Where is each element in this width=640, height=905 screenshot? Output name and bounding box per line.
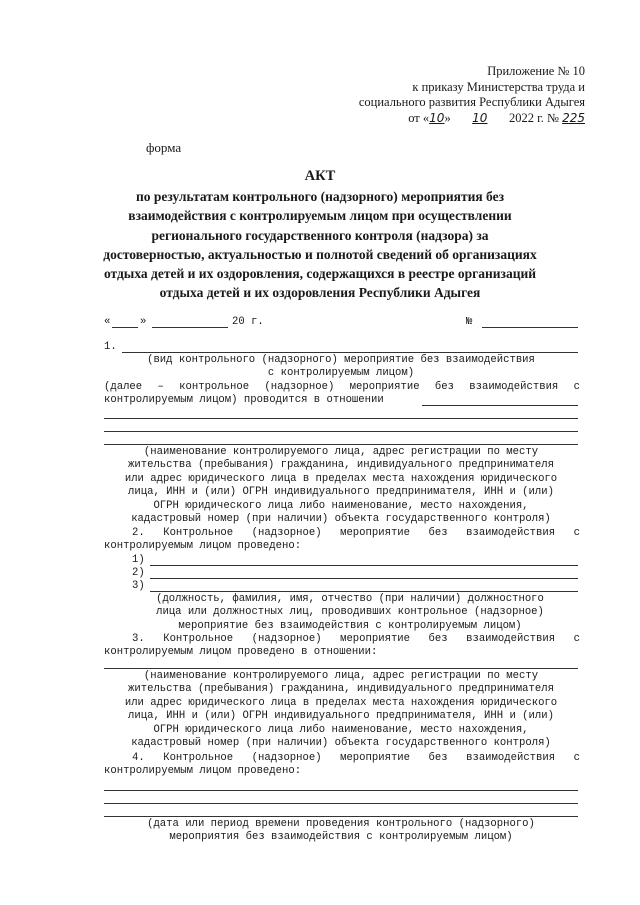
date-period-blank[interactable] — [104, 816, 578, 817]
caption-line: мероприятия без взаимодействия с контролируемым лицом) — [169, 831, 513, 844]
word: Контрольное — [163, 527, 234, 539]
word: с — [573, 633, 580, 645]
inspector-3-label: 3) — [132, 580, 145, 592]
ministry-name: социального развития Республики Адыгея — [358, 95, 585, 109]
document-title — [88, 167, 552, 302]
title-line: по результатам контрольного (надзорного) мероприятия без — [135, 189, 505, 205]
word: 3. — [132, 633, 145, 645]
subject-blank[interactable] — [104, 668, 578, 669]
word: взаимодействия — [466, 633, 556, 645]
date-prefix: от « — [408, 110, 430, 125]
close-quote: » — [140, 316, 147, 328]
word: мероприятие — [349, 381, 420, 393]
item4-text — [104, 752, 580, 765]
inspector-2-label: 2) — [132, 567, 145, 579]
caption-line: лица или должностных лиц, проводивших контрольное (надзорное) — [156, 606, 544, 619]
word: с — [573, 752, 580, 764]
word: (надзорное) — [251, 527, 322, 539]
subject-caption — [104, 446, 578, 526]
date-period-blank[interactable] — [104, 790, 578, 791]
caption-line: (наименование контролируемого лица, адрес регистрации по месту — [143, 670, 539, 682]
caption-line: (вид контрольного (надзорного) мероприятие без взаимодействия — [147, 354, 535, 366]
caption-line: (наименование контролируемого лица, адрес регистрации по месту — [143, 446, 539, 458]
caption-line: (дата или период времени проведения контрольного (надзорного) — [147, 818, 535, 830]
subject-blank[interactable] — [104, 418, 578, 419]
caption-line: лица, ИНН и (или) ОГРН индивидуального предпринимателя, ИНН и (или) — [128, 486, 554, 499]
caption-line: кадастровый номер (при наличии) объекта государственного контроля) — [131, 737, 551, 750]
caption-line: лица, ИНН и (или) ОГРН индивидуального предпринимателя, ИНН и (или) — [128, 710, 554, 723]
word: с — [573, 527, 580, 539]
caption-line: кадастровый номер (при наличии) объекта государственного контроля) — [131, 513, 551, 526]
subject-blank[interactable] — [422, 405, 578, 406]
word: без — [428, 752, 448, 764]
justified-line — [104, 633, 580, 646]
caption-line: жительства (пребывания) гражданина, индивидуального предпринимателя — [128, 459, 554, 472]
word: мероприятие — [340, 752, 411, 764]
word: без — [428, 527, 448, 539]
order-date-line — [285, 111, 585, 127]
justified-line — [104, 752, 580, 765]
word: взаимодействия — [466, 752, 556, 764]
inspector-3-blank[interactable] — [150, 591, 578, 592]
word: взаимодействия — [466, 527, 556, 539]
word: мероприятие — [340, 527, 411, 539]
handwritten-order-number: 225 — [562, 110, 585, 125]
handwritten-month: 10 — [472, 110, 488, 125]
title-line: отдыха детей и их оздоровления Республики Адыгея — [159, 285, 481, 301]
word: без — [428, 633, 448, 645]
word: контрольное — [179, 381, 250, 393]
subject-caption — [104, 670, 578, 750]
inspector-caption — [120, 593, 580, 633]
word: 4. — [132, 752, 145, 764]
item3-text-line2: контролируемым лицом проведено в отношении: — [104, 646, 378, 658]
date-period-blank[interactable] — [104, 803, 578, 804]
word: 2. — [132, 527, 145, 539]
item2-text — [104, 527, 580, 540]
item3-text — [104, 633, 580, 646]
caption-line: жительства (пребывания) гражданина, индивидуального предпринимателя — [128, 683, 554, 696]
caption-line: или адрес юридического лица в пределах места нахождения юридического — [124, 696, 558, 709]
appendix-number: Приложение № 10 — [487, 64, 585, 78]
item1-text — [104, 381, 580, 394]
title-line: отдыха детей и их оздоровления, содержащихся в реестре организаций — [103, 266, 537, 282]
item1-number: 1. — [104, 341, 117, 353]
caption-line: (должность, фамилия, имя, отчество (при наличии) должностного — [156, 593, 544, 605]
title-line: достоверностью, актуальностью и полнотой сведений об организациях — [103, 246, 537, 262]
word: (надзорное) — [251, 752, 322, 764]
date-period-caption — [104, 818, 578, 845]
act-number-blank[interactable] — [482, 327, 578, 328]
inspector-1-blank[interactable] — [150, 565, 578, 566]
item2-text-line2: контролируемым лицом проведено: — [104, 540, 302, 552]
word: без — [434, 381, 454, 393]
handwritten-day: 10 — [429, 110, 445, 125]
number-sign: № — [466, 316, 473, 328]
item4-text-line2: контролируемым лицом проведено: — [104, 765, 302, 777]
word: (надзорное) — [264, 381, 335, 393]
caption-line: мероприятие без взаимодействия с контролируемым лицом) — [178, 619, 522, 632]
caption-line: ОГРН юридического лица либо наименование, место нахождения, — [153, 499, 529, 512]
word: мероприятие — [340, 633, 411, 645]
justified-line — [104, 381, 580, 394]
open-quote: « — [104, 316, 111, 328]
word: взаимодействия — [469, 381, 559, 393]
year-label: 20 г. — [232, 316, 264, 328]
caption-line: ОГРН юридического лица либо наименование, место нахождения, — [153, 723, 529, 736]
date-mid: » — [444, 110, 451, 125]
word: с — [573, 381, 580, 393]
day-blank[interactable] — [112, 327, 138, 328]
month-blank[interactable] — [152, 327, 228, 328]
appendix-header — [285, 64, 585, 126]
title-line: взаимодействия с контролируемым лицом при осуществлении — [128, 208, 512, 224]
justified-line — [104, 527, 580, 540]
date-year: 2022 г. № — [508, 110, 559, 125]
control-type-blank[interactable] — [122, 352, 578, 353]
word: Контрольное — [163, 633, 234, 645]
form-label: форма — [146, 140, 182, 155]
item1-text-line2: контролируемым лицом) проводится в отношении — [104, 394, 384, 406]
inspector-2-blank[interactable] — [150, 578, 578, 579]
title-heading: АКТ — [304, 168, 336, 184]
subject-blank[interactable] — [104, 431, 578, 432]
word: Контрольное — [163, 752, 234, 764]
word: (далее — [104, 381, 143, 393]
subject-blank[interactable] — [104, 444, 578, 445]
title-line: регионального государственного контроля (надзора) за — [151, 227, 489, 243]
order-reference: к приказу Министерства труда и — [412, 79, 585, 94]
word: – — [157, 381, 164, 393]
control-type-caption — [104, 354, 578, 381]
word: (надзорное) — [251, 633, 322, 645]
caption-line: с контролируемым лицом) — [267, 367, 415, 380]
inspector-1-label: 1) — [132, 554, 145, 566]
caption-line: или адрес юридического лица в пределах места нахождения юридического — [124, 472, 558, 485]
